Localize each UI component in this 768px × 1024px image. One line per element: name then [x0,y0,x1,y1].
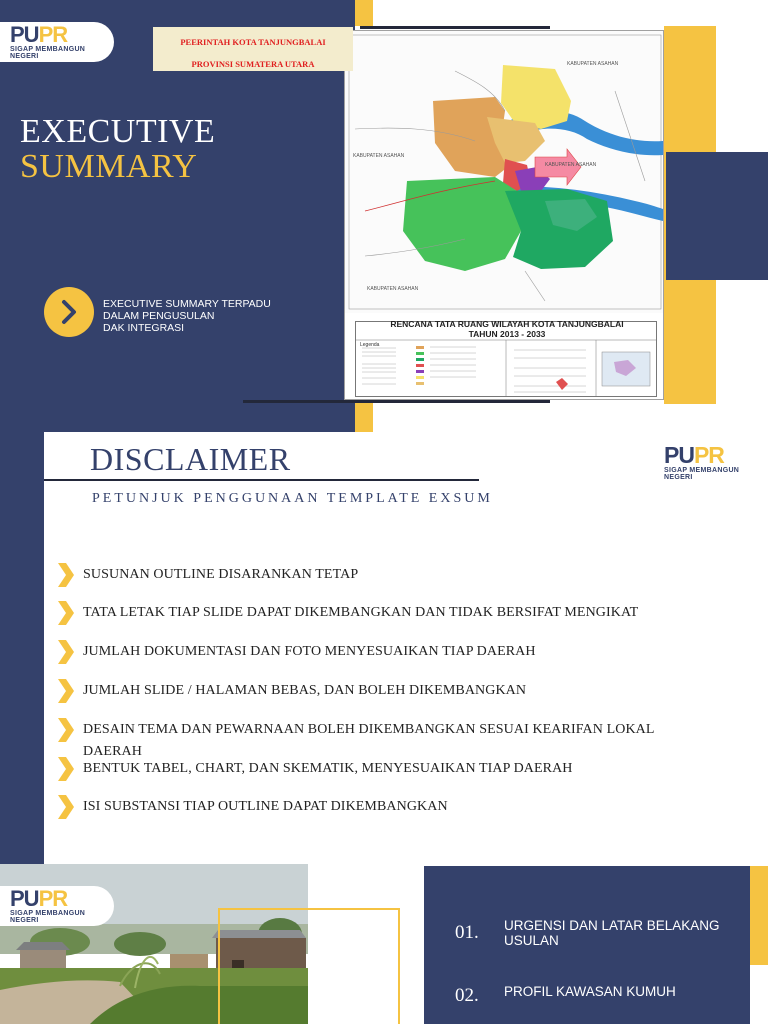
title-executive: EXECUTIVE [20,113,216,150]
logo-tagline: SIGAP MEMBANGUN NEGERI [10,910,86,924]
outline-slide [0,864,768,1024]
map-label: KABUPATEN ASAHAN [367,286,419,292]
gold-accent-side [750,866,768,965]
pupr-logo [0,886,114,926]
city-spatial-plan-map [344,30,664,400]
chevron-right-icon [56,600,76,626]
pupr-logo-mark: PUPR [10,886,68,911]
chevron-right-icon [56,717,76,743]
outline-item-text: URGENSI DAN LATAR BELAKANG USULAN [504,918,720,948]
disclaimer-title: DISCLAIMER [90,441,291,477]
list-item-text: TATA LETAK TIAP SLIDE DAPAT DIKEMBANGKAN DAN TIDAK BERSIFAT MENGIKAT [83,605,639,620]
outline-number: 01. [455,922,479,943]
map-legend-title [357,319,657,339]
chevron-circle [44,287,94,337]
executive-summary-slide [0,0,768,432]
cover-subtitle [103,298,303,334]
left-navy-bar [0,432,44,864]
disclaimer-subtitle: PETUNJUK PENGGUNAAN TEMPLATE EXSUM [92,491,493,506]
map-header-line1: PEERINTAH KOTA TANJUNGBALAI [180,37,326,47]
disclaimer-slide [0,432,768,864]
legend-heading: Legenda [360,342,380,348]
navy-accent-right [666,152,768,280]
divider-line-top [360,26,550,29]
title-underline [44,479,479,481]
subtitle-line: DAK INTEGRASI [103,322,185,334]
legend-title-line: RENCANA TATA RUANG WILAYAH KOTA TANJUNGBALAI [390,319,624,329]
list-item-text: JUMLAH DOKUMENTASI DAN FOTO MENYESUAIKAN TIAP DAERAH [83,644,536,659]
chevron-right-icon [56,678,76,704]
pupr-logo [664,444,768,481]
title-summary: SUMMARY [20,148,198,185]
chevron-right-icon [58,299,80,325]
logo-tagline: SIGAP MEMBANGUN NEGERI [664,467,740,481]
map-header-line2: PROVINSI SUMATERA UTARA [191,59,315,69]
chevron-right-icon [56,794,76,820]
map-label: KABUPATEN ASAHAN [567,61,619,67]
divider-line-bottom [243,400,550,403]
chevron-right-icon [56,562,76,588]
list-item-text: ISI SUBSTANSI TIAP OUTLINE DAPAT DIKEMBANGKAN [83,799,448,814]
outline-item-text: PROFIL KAWASAN KUMUH [504,984,676,999]
map-label: KABUPATEN ASAHAN [353,153,405,159]
pupr-logo-mark: PUPR [664,442,724,468]
subtitle-line: DALAM PENGUSULAN [103,310,215,322]
logo-tagline: SIGAP MEMBANGUN NEGERI [10,46,86,60]
map-label: KABUPATEN ASAHAN [545,162,597,168]
map-header-banner [153,27,353,71]
pupr-logo [0,22,114,62]
legend-title-line: TAHUN 2013 - 2033 [468,329,546,339]
gold-frame [218,908,400,1024]
list-item-text: DESAIN TEMA DAN PEWARNAAN BOLEH DIKEMBANGKAN SESUAI KEARIFAN LOKAL DAERAH [83,722,654,759]
pupr-logo-mark: PUPR [10,22,68,47]
gold-accent-bottom [355,400,373,432]
chevron-right-icon [56,639,76,665]
list-item-text: JUMLAH SLIDE / HALAMAN BEBAS, DAN BOLEH DIKEMBANGKAN [83,683,527,698]
list-item-text: BENTUK TABEL, CHART, DAN SKEMATIK, MENYESUAIKAN TIAP DAERAH [83,761,573,776]
outline-number: 02. [455,985,479,1006]
chevron-right-icon [56,756,76,782]
gold-accent-top [355,0,373,26]
list-item-text: SUSUNAN OUTLINE DISARANKAN TETAP [83,567,359,582]
subtitle-line: EXECUTIVE SUMMARY TERPADU [103,298,271,310]
